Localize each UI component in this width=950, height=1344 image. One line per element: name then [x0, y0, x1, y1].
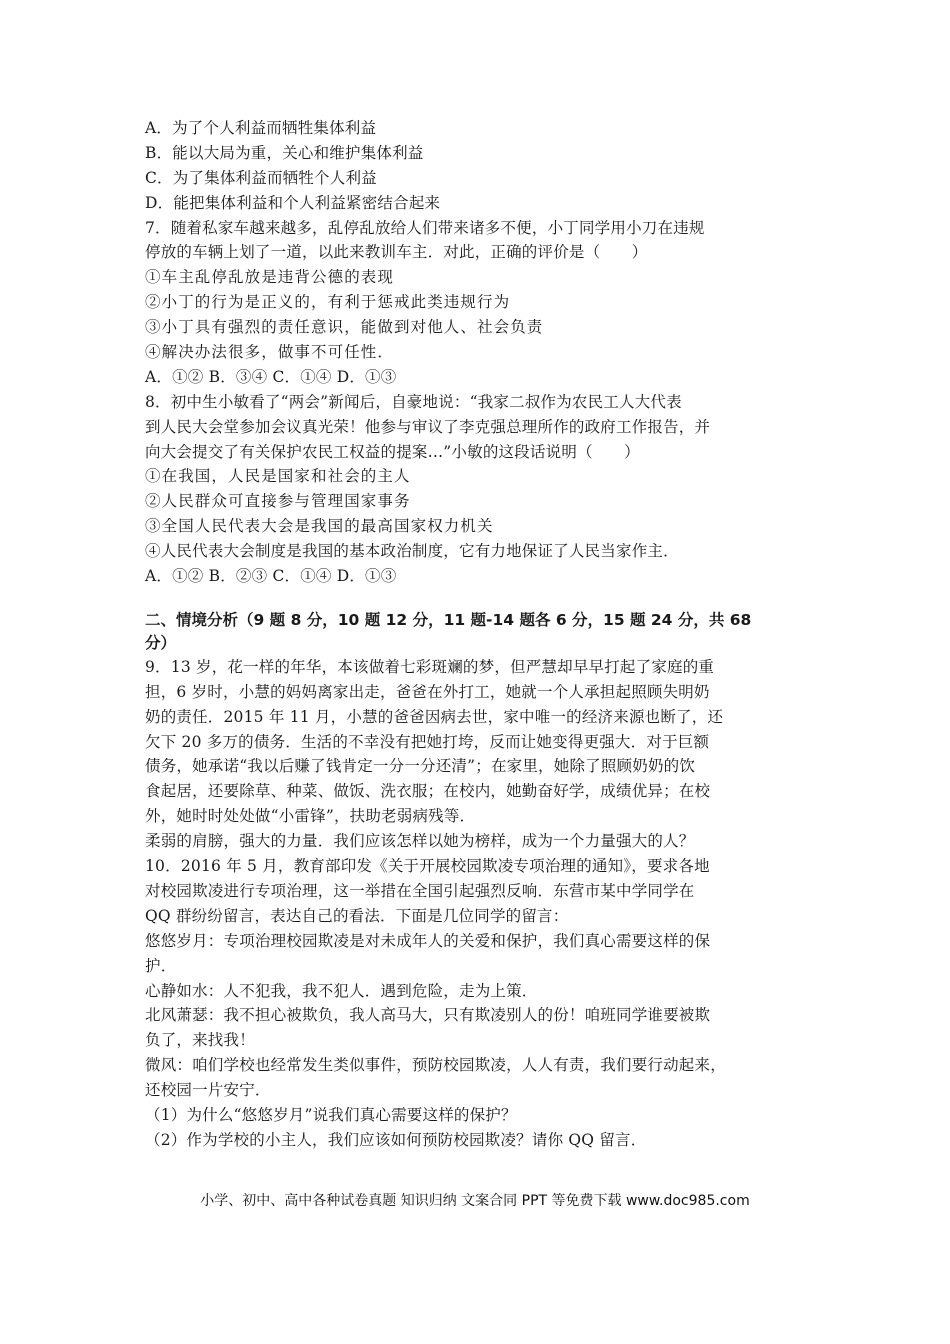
q10-message-cont: 负了，来找我！: [145, 1031, 255, 1050]
document-body: [145, 116, 815, 1153]
q7-options: A．①② B．③④ C．①④ D．①③: [145, 367, 397, 386]
q9-question: 柔弱的肩膀，强大的力量．我们应该怎样以她为榜样，成为一个力量强大的人？: [145, 832, 695, 851]
q7-stem-line: 停放的车辆上划了一道，以此来教训车主．对此，正确的评价是（ ）: [145, 243, 648, 262]
section-gap: [145, 589, 815, 609]
q7-statement-2: ②小丁的行为是正义的，有利于惩戒此类违规行为: [145, 293, 511, 312]
q6-option-a: A．为了个人利益而牺牲集体利益: [145, 119, 377, 137]
q7-statement-3: ③小丁具有强烈的责任意识，能做到对他人、社会负责: [145, 318, 544, 337]
q10-subquestion-2: （2）作为学校的小主人，我们应该如何预防校园欺凌？请你 QQ 留言．: [145, 1130, 647, 1149]
q8-statement-4: ④人民代表大会制度是我国的基本政治制度，它有力地保证了人民当家作主．: [145, 542, 679, 561]
q9-line: 担，6 岁时，小慧的妈妈离家出走，爸爸在外打工，她就一个人承担起照顾失明奶: [145, 682, 710, 701]
q10-line: QQ 群纷纷留言，表达自己的看法．下面是几位同学的留言：: [145, 906, 569, 925]
q6-option-b: B．能以大局为重，关心和维护集体利益: [145, 143, 424, 162]
section-2-title-cont: 分）: [145, 633, 177, 652]
q9-line: 9．13 岁，花一样的年华，本该做着七彩斑斓的梦，但严慧却早早打起了家庭的重: [145, 657, 715, 676]
q10-subquestion-1: （1）为什么“悠悠岁月”说我们真心需要这样的保护？: [145, 1105, 517, 1124]
q9-line: 债务，她承诺“我以后赚了钱肯定一分一分还清”；在家里，她除了照顾奶奶的饮: [145, 757, 696, 776]
q9-line: 外，她时时处处做“小雷锋”，扶助老弱病残等．: [145, 807, 476, 826]
footer-download-note: 小学、初中、高中各种试卷真题 知识归纳 文案合同 PPT 等免费下载 www.doc985.com: [200, 1193, 750, 1209]
q8-stem-line: 到人民大会堂参加会议真光荣！他参与审议了李克强总理所作的政府工作报告，并: [145, 417, 711, 436]
q8-statement-2: ②人民群众可直接参与管理国家事务: [145, 492, 411, 511]
q8-statement-1: ①在我国，人民是国家和社会的主人: [145, 467, 411, 486]
q10-line: 对校园欺凌进行专项治理，这一举措在全国引起强烈反响．东营市某中学同学在: [145, 881, 695, 900]
q10-message-cont: 还校园一片安宁．: [145, 1081, 271, 1100]
q10-message: 心静如水：人不犯我，我不犯人．遇到危险，走为上策．: [145, 981, 538, 1000]
q7-statement-4: ④解决办法很多，做事不可任性．: [145, 343, 395, 362]
q7-stem-line: 7．随着私家车越来越多，乱停乱放给人们带来诸多不便，小丁同学用小刀在违规: [145, 218, 705, 237]
q8-statement-3: ③全国人民代表大会是我国的最高国家权力机关: [145, 517, 494, 536]
q7-statement-1: ①车主乱停乱放是违背公德的表现: [145, 268, 395, 287]
q8-options: A．①② B．②③ C．①④ D．①③: [145, 567, 397, 586]
q10-message: 悠悠岁月：专项治理校园欺凌是对未成年人的关爱和保护，我们真心需要这样的保: [145, 931, 711, 950]
q10-message: 北风萧瑟：我不担心被欺负，我人高马大，只有欺凌别人的份！咱班同学谁要被欺: [145, 1006, 711, 1025]
q8-stem-line: 向大会提交了有关保护农民工权益的提案…”小敏的这段话说明（ ）: [145, 442, 640, 461]
q9-line: 食起居，还要除草、种菜、做饭、洗衣服；在校内，她勤奋好学，成绩优异；在校: [145, 782, 711, 801]
q8-stem-line: 8．初中生小敏看了“两会”新闻后，自豪地说：“我家二叔作为农民工人大代表: [145, 392, 682, 411]
q9-line: 欠下 20 多万的债务．生活的不幸没有把她打垮，反而让她变得更强大．对于巨额: [145, 732, 710, 751]
q9-line: 奶的责任．2015 年 11 月，小慧的爸爸因病去世，家中唯一的经济来源也断了，还: [145, 707, 724, 726]
q10-message: 微风：咱们学校也经常发生类似事件，预防校园欺凌，人人有责，我们要行动起来，: [145, 1056, 726, 1075]
q6-option-c: C．为了集体利益而牺牲个人利益: [145, 168, 377, 187]
q10-message-cont: 护．: [145, 956, 177, 975]
q6-option-d: D．能把集体利益和个人利益紧密结合起来: [145, 193, 441, 212]
q10-line: 10．2016 年 5 月，教育部印发《关于开展校园欺凌专项治理的通知》，要求各地: [145, 857, 710, 876]
section-2-title: 二、情境分析（9 题 8 分，10 题 12 分，11 题-14 题各 6 分，15 题 24 分，共 68: [145, 610, 752, 629]
